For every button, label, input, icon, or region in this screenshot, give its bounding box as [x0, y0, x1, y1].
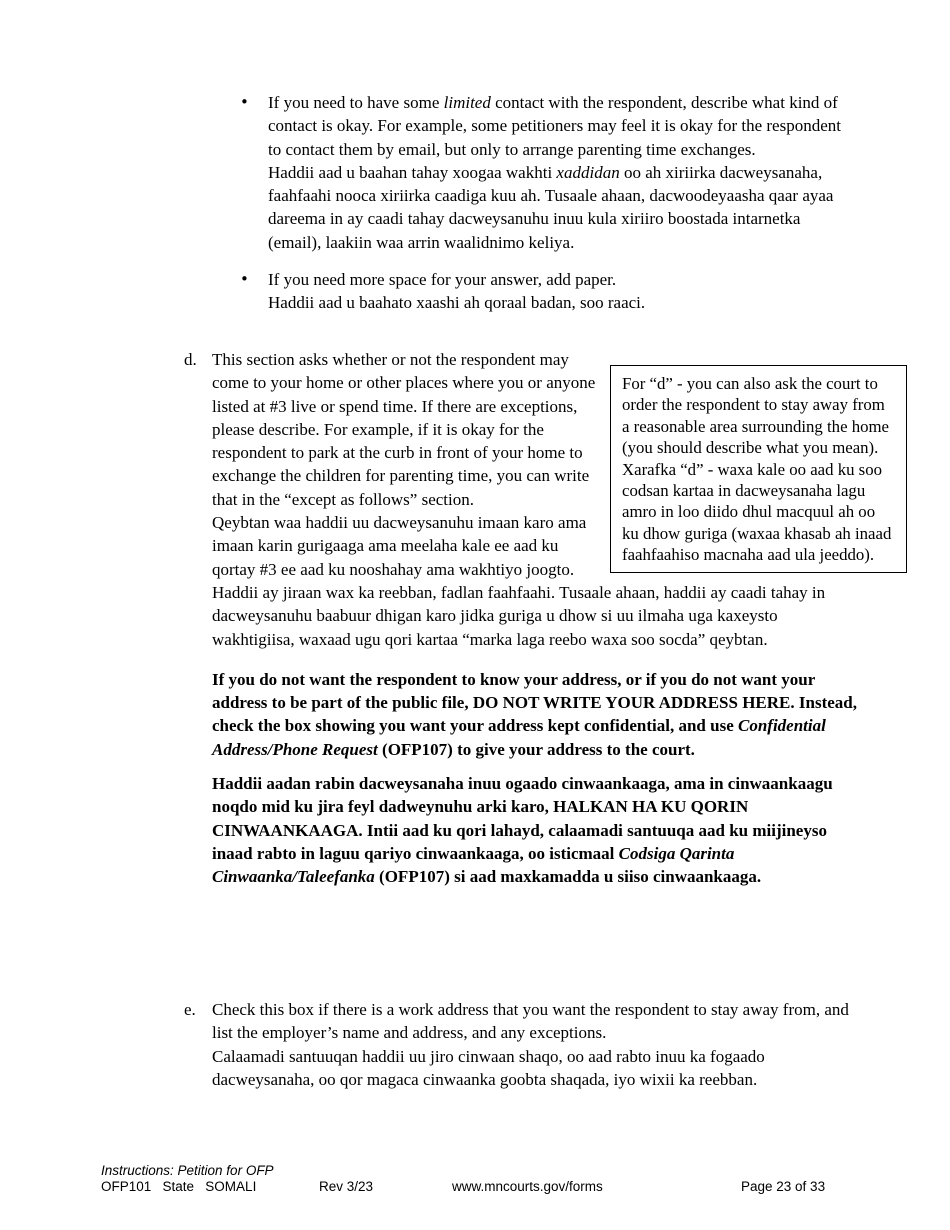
section-e	[184, 998, 864, 1091]
footer-revision: Rev 3/23	[319, 1179, 374, 1194]
bullet-text-somali: Haddii aad u baahato xaashi ah qoraal badan, soo raaci.	[268, 293, 646, 313]
bullet-text-english: If you need to have some limited contact with the respondent, describe what kind of contact is okay. For example, some petitioners may feel it is okay for the respondent to contact them by email, but only to arrange parenting time exchanges.	[268, 93, 841, 159]
footer-form-id: OFP101 State SOMALI	[101, 1179, 257, 1194]
bullet-dot-icon: •	[240, 270, 249, 289]
bullet-dot-icon: •	[240, 93, 249, 111]
page-footer	[101, 1163, 861, 1196]
note-text-english: For “d” - you can also ask the court to order the respondent to stay away from a reasonable area surrounding the home (you should describe what you mean).	[622, 374, 889, 458]
section-d	[184, 348, 892, 889]
footer-row	[101, 1179, 861, 1196]
bullet-item-more-space	[240, 268, 850, 315]
item-letter-d: d.	[184, 350, 197, 369]
address-warning-english: If you do not want the respondent to know your address, or if you do not want your address to be part of the public file, DO NOT WRITE YOUR ADDRESS HERE. Instead, check the box showing you want your address kept confidential, and use Confidential Address/Phone Request (OFP107) to give your address to the court.	[212, 669, 857, 759]
note-text-somali: Xarafka “d” - waxa kale oo aad ku soo codsan kartaa in dacweysanaha lagu amro in loo diido dhul macquul ah oo ku dhow guriga (waxaa khasab ah inaad faahfaahiso macnaha aad ula jeeddo).	[622, 459, 892, 565]
bullet-text-somali: Haddii aad u baahan tahay xoogaa wakhti xaddidan oo ah xiriirka dacweysanaha, faahfaahi nooca xiriirka caadiga kuu ah. Tusaale ahaan, dacwoodeyaasha qaar ayaa dareema in ay caadi tahay dacweysanuhu inuu kula xiriiro boostada intarnetka (email), laakiin waa arrin waalidnimo keliya.	[268, 162, 834, 252]
section-d-text-somali: Qeybtan waa haddii uu dacweysanuhu imaan karo ama imaan karin gurigaaga ama meelaha kale ee aad ku qortay #3 ee aad ku nooshahay ama wakhtiyo joogto. Haddii ay jiraan wax ka reebban, fadlan faahfaahi. Tusaale ahaan, haddii ay caadi tahay in dacweysanuhu baabuur dhigan karo jidka guriga u dhow si uu ilmaha uga kaxeysto wakhtigiisa, waxaad ugu qori kartaa “marka laga reebo waxa soo socda” qeybtan.	[212, 513, 826, 649]
footer-page-number: Page 23 of 33	[741, 1179, 826, 1194]
note-box	[610, 365, 907, 573]
footer-url: www.mncourts.gov/forms	[452, 1179, 603, 1194]
section-e-body	[212, 998, 864, 1091]
section-e-text-english: Check this box if there is a work address that you want the respondent to stay away from, and list the employer’s name and address, and any exceptions.	[212, 1000, 849, 1043]
bullet-text-english: If you need more space for your answer, add paper.	[268, 270, 617, 290]
address-warning-somali: Haddii aadan rabin dacweysanaha inuu ogaado cinwaankaaga, ama in cinwaankaagu noqdo mid ku jira feyl dadweynuhu arki karo, HALKAN HA KU QORIN CINWAANKAAGA. Intii aad ku qori lahayd, calaamadi santuuqa aad ku miijineyso inaad rabto in laguu qariyo cinwaankaaga, oo isticmaal Codsiga Qarinta Cinwaanka/Taleefanka (OFP107) si aad maxkamadda u siiso cinwaankaaga.	[212, 774, 833, 887]
bullet-list	[240, 91, 850, 315]
bullet-item-limited-contact	[240, 91, 850, 254]
section-d-body	[212, 348, 892, 889]
item-letter-e: e.	[184, 1000, 196, 1019]
section-e-text-somali: Calaamadi santuuqan haddii uu jiro cinwaan shaqo, oo aad rabto inuu ka fogaado dacweysanaha, oo qor magaca cinwaanka goobta shaqada, iyo wixii ka reebban.	[212, 1046, 765, 1089]
section-d-text-english: This section asks whether or not the respondent may come to your home or other places where you or anyone listed at #3 live or spend time. If there are exceptions, please describe. For example, if it is okay for the respondent to park at the curb in front of your home to exchange the children for parenting time, you can write that in the “except as follows” section.	[212, 350, 596, 509]
footer-title: Instructions: Petition for OFP	[101, 1163, 274, 1178]
